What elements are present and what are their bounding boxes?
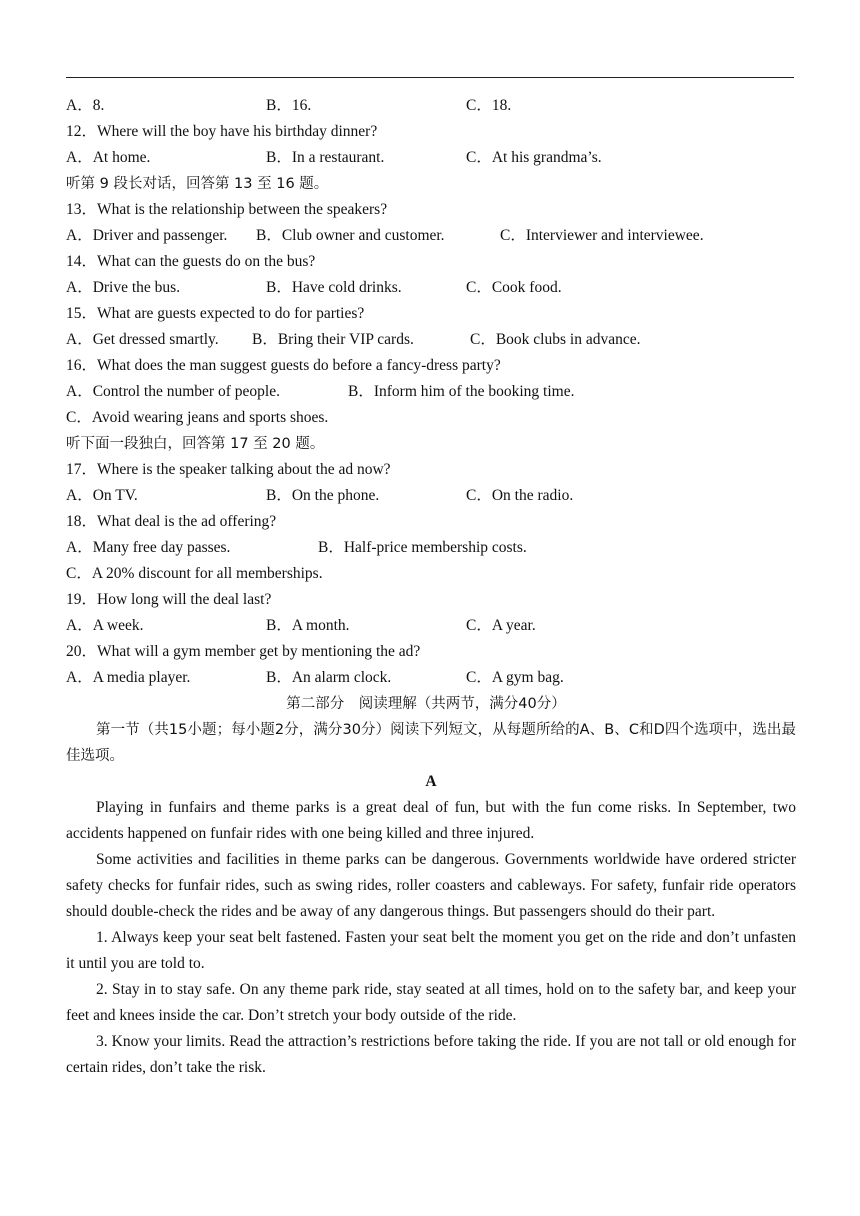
part2-title: 第二部分 阅读理解（共两节，满分40分） — [286, 696, 566, 712]
passage-label: A — [425, 773, 437, 790]
q12-option-b: B．In a restaurant. — [266, 149, 385, 166]
q13-option-b: B．Club owner and customer. — [256, 227, 445, 244]
q14-option-b: B．Have cold drinks. — [266, 279, 402, 296]
passage-paragraph-1: Playing in funfairs and theme parks is a great deal of fun, but with the fun come risks. In September, two accidents happened on funfair rides with one being killed and three injured. — [66, 799, 796, 842]
part2-instructions: 第一节（共15小题；每小题2分，满分30分）阅读下列短文，从每题所给的A、B、C和D四个选项中，选出最佳选项。 — [66, 722, 796, 764]
q13-option-c: C．Interviewer and interviewee. — [500, 227, 704, 244]
q11-option-c: C．18. — [466, 97, 512, 114]
q16-stem: 16．What does the man suggest guests do before a fancy-dress party? — [66, 357, 501, 374]
q20-option-a: A．A media player. — [66, 669, 191, 686]
q18-option-c: C．A 20% discount for all memberships. — [66, 565, 323, 582]
q17-option-b: B．On the phone. — [266, 487, 380, 504]
q20-option-c: C．A gym bag. — [466, 669, 564, 686]
q16-options — [66, 379, 796, 405]
q14-options — [66, 275, 796, 301]
q18-options — [66, 535, 796, 561]
q19-option-b: B．A month. — [266, 617, 350, 634]
q13-stem: 13．What is the relationship between the speakers? — [66, 201, 388, 218]
q11-options — [66, 93, 796, 119]
q14-option-a: A．Drive the bus. — [66, 279, 181, 296]
q13-options — [66, 223, 796, 249]
q12-stem: 12．Where will the boy have his birthday dinner? — [66, 123, 378, 140]
q12-options — [66, 145, 796, 171]
q17-options — [66, 483, 796, 509]
passage-paragraph-5: 3. Know your limits. Read the attraction’s restrictions before taking the ride. If you are not tall or old enough for certain rides, don’t take the risk. — [66, 1033, 796, 1076]
q13-option-a: A．Driver and passenger. — [66, 227, 228, 244]
q18-option-b: B．Half-price membership costs. — [318, 539, 527, 556]
q16-option-a: A．Control the number of people. — [66, 383, 280, 400]
header-rule — [66, 77, 794, 78]
passage-paragraph-3: 1. Always keep your seat belt fastened. Fasten your seat belt the moment you get on the ride and don’t unfasten it until you are told to. — [66, 929, 796, 972]
q18-option-a: A．Many free day passes. — [66, 539, 231, 556]
q15-options — [66, 327, 796, 353]
q15-option-b: B．Bring their VIP cards. — [252, 331, 414, 348]
q17-option-a: A．On TV. — [66, 487, 138, 504]
passage-paragraph-4: 2. Stay in to stay safe. On any theme park ride, stay seated at all times, hold on to the safety bar, and keep your feet and knees inside the car. Don’t stretch your body outside of the ride. — [66, 981, 796, 1024]
q12-option-c: C．At his grandma’s. — [466, 149, 602, 166]
q15-stem: 15．What are guests expected to do for parties? — [66, 305, 365, 322]
section-9-heading: 听第 9 段长对话，回答第 13 至 16 题。 — [66, 176, 329, 192]
q15-option-c: C．Book clubs in advance. — [470, 331, 641, 348]
q16-option-b: B．Inform him of the booking time. — [348, 383, 575, 400]
q19-option-c: C．A year. — [466, 617, 536, 634]
section-monologue-heading: 听下面一段独白，回答第 17 至 20 题。 — [66, 436, 325, 452]
q17-stem: 17．Where is the speaker talking about the ad now? — [66, 461, 391, 478]
q19-options — [66, 613, 796, 639]
q20-option-b: B．An alarm clock. — [266, 669, 392, 686]
q12-option-a: A．At home. — [66, 149, 151, 166]
q20-options — [66, 665, 796, 691]
q20-stem: 20．What will a gym member get by mentioning the ad? — [66, 643, 421, 660]
q14-stem: 14．What can the guests do on the bus? — [66, 253, 316, 270]
q18-stem: 18．What deal is the ad offering? — [66, 513, 277, 530]
q17-option-c: C．On the radio. — [466, 487, 574, 504]
q11-option-a: A．8. — [66, 97, 105, 114]
q19-stem: 19．How long will the deal last? — [66, 591, 272, 608]
q14-option-c: C．Cook food. — [466, 279, 562, 296]
exam-content — [66, 93, 796, 1081]
q11-option-b: B．16. — [266, 97, 312, 114]
passage-paragraph-2: Some activities and facilities in theme parks can be dangerous. Governments worldwide have ordered stricter safety checks for funfair rides, such as swing rides, roller coasters and cableways. For safety, funfair ride operators should double-check the rides and be away of any dangerous things. But passengers should do their part. — [66, 851, 796, 920]
q19-option-a: A．A week. — [66, 617, 144, 634]
q16-option-c: C．Avoid wearing jeans and sports shoes. — [66, 409, 329, 426]
q15-option-a: A．Get dressed smartly. — [66, 331, 219, 348]
